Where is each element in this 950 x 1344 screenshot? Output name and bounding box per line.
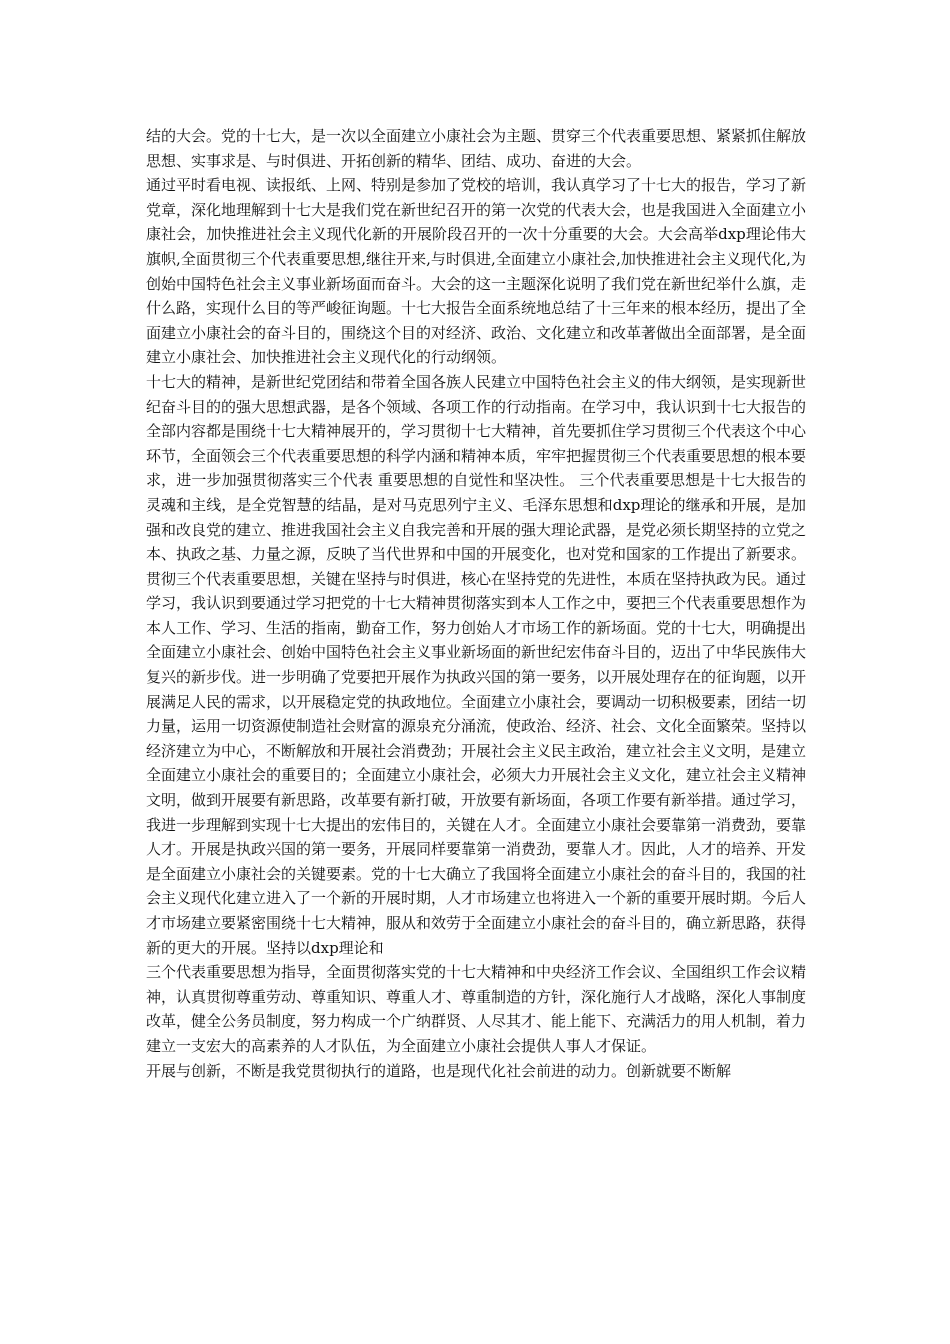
paragraph-1: 结的大会。党的十七大，是一次以全面建立小康社会为主题、贯穿三个代表重要思想、紧紧抓住解放思想、实事求是、与时俱进、开拓创新的精华、团结、成功、奋进的大会。: [146, 127, 807, 170]
document-page: [146, 124, 806, 1083]
paragraph-2: 通过平时看电视、读报纸、上网、特别是参加了党校的培训，我认真学习了十七大的报告，学习了新党章，深化地理解到十七大是我们党在新世纪召开的第一次党的代表大会，也是我国进入全面建立小康社会，加快推进社会主义现代化新的开展阶段召开的一次十分重要的大会。大会高举dxp理论伟大旗帜,全面贯彻三个代表重要思想,继往开来,与时俱进,全面建立小康社会,加快推进社会主义现代化,为创始中国特色社会主义事业新场面而奋斗。大会的这一主题深化说明了我们党在新世纪举什么旗，走什么路，实现什么目的等严峻征询题。十七大报告全面系统地总结了十三年来的根本经历，提出了全面建立小康社会的奋斗目的，围绕这个目的对经济、政治、文化建立和改革著做出全面部署，是全面建立小康社会、加快推进社会主义现代化的行动纲领。: [146, 176, 807, 367]
paragraph-5: 开展与创新，不断是我党贯彻执行的道路，也是现代化社会前进的动力。创新就要不断解: [146, 1061, 732, 1080]
paragraph-3: 十七大的精神，是新世纪党团结和带着全国各族人民建立中国特色社会主义的伟大纲领，是实现新世纪奋斗目的的强大思想武器，是各个领域、各项工作的行动指南。在学习中，我认识到十七大报告的全部内容都是围绕十七大精神展开的，学习贯彻十七大精神，首先要抓住学习贯彻三个代表这个中心环节，全面领会三个代表重要思想的科学内涵和精神本质，牢牢把握贯彻三个代表重要思想的根本要求，进一步加强贯彻落实三个代表 重要思想的自觉性和坚决性。 三个代表重要思想是十七大报告的灵魂和主线，是全党智慧的结晶，是对马克思列宁主义、毛泽东思想和dxp理论的继承和开展，是加强和改良党的建立、推进我国社会主义自我完善和开展的强大理论武器，是党必须长期坚持的立党之本、执政之基、力量之源，反映了当代世界和中国的开展变化，也对党和国家的工作提出了新要求。贯彻三个代表重要思想，关键在坚持与时俱进，核心在坚持党的先进性，本质在坚持执政为民。通过学习，我认识到要通过学习把党的十七大精神贯彻落实到本人工作之中，要把三个代表重要思想作为本人工作、学习、生活的指南，勤奋工作，努力创始人才市场工作的新场面。党的十七大，明确提出全面建立小康社会、创始中国特色社会主义事业新场面的新世纪宏伟奋斗目的，迈出了中华民族伟大复兴的新步伐。进一步明确了党要把开展作为执政兴国的第一要务，以开展处理存在的征询题，以开展满足人民的需求，以开展稳定党的执政地位。全面建立小康社会，要调动一切积极要素，团结一切力量，运用一切资源使制造社会财富的源泉充分涌流，使政治、经济、社会、文化全面繁荣。坚持以经济建立为中心，不断解放和开展社会消费劲；开展社会主义民主政治，建立社会主义文明，是建立全面建立小康社会的重要目的；全面建立小康社会，必须大力开展社会主义文化，建立社会主义精神文明，做到开展要有新思路，改革要有新打破，开放要有新场面，各项工作要有新举措。通过学习，我进一步理解到实现十七大提出的宏伟目的，关键在人才。全面建立小康社会要靠第一消费劲，要靠人才。开展是执政兴国的第一要务，开展同样要靠第一消费劲，要靠人才。因此，人才的培养、开发是全面建立小康社会的关键要素。党的十七大确立了我国将全面建立小康社会的奋斗目的，我国的社会主义现代化建立进入了一个新的开展时期，人才市场建立也将进入一个新的重要开展时期。今后人才市场建立要紧密围绕十七大精神，服从和效劳于全面建立小康社会的奋斗目的，确立新思路，获得新的更大的开展。坚持以dxp理论和: [146, 372, 807, 957]
paragraph-4: 三个代表重要思想为指导，全面贯彻落实党的十七大精神和中央经济工作会议、全国组织工作会议精神，认真贯彻尊重劳动、尊重知识、尊重人才、尊重制造的方针，深化施行人才战略，深化人事制度改革，健全公务员制度，努力构成一个广纳群贤、人尽其才、能上能下、充满活力的用人机制，着力建立一支宏大的高素养的人才队伍，为全面建立小康社会提供人事人才保证。: [146, 963, 807, 1055]
